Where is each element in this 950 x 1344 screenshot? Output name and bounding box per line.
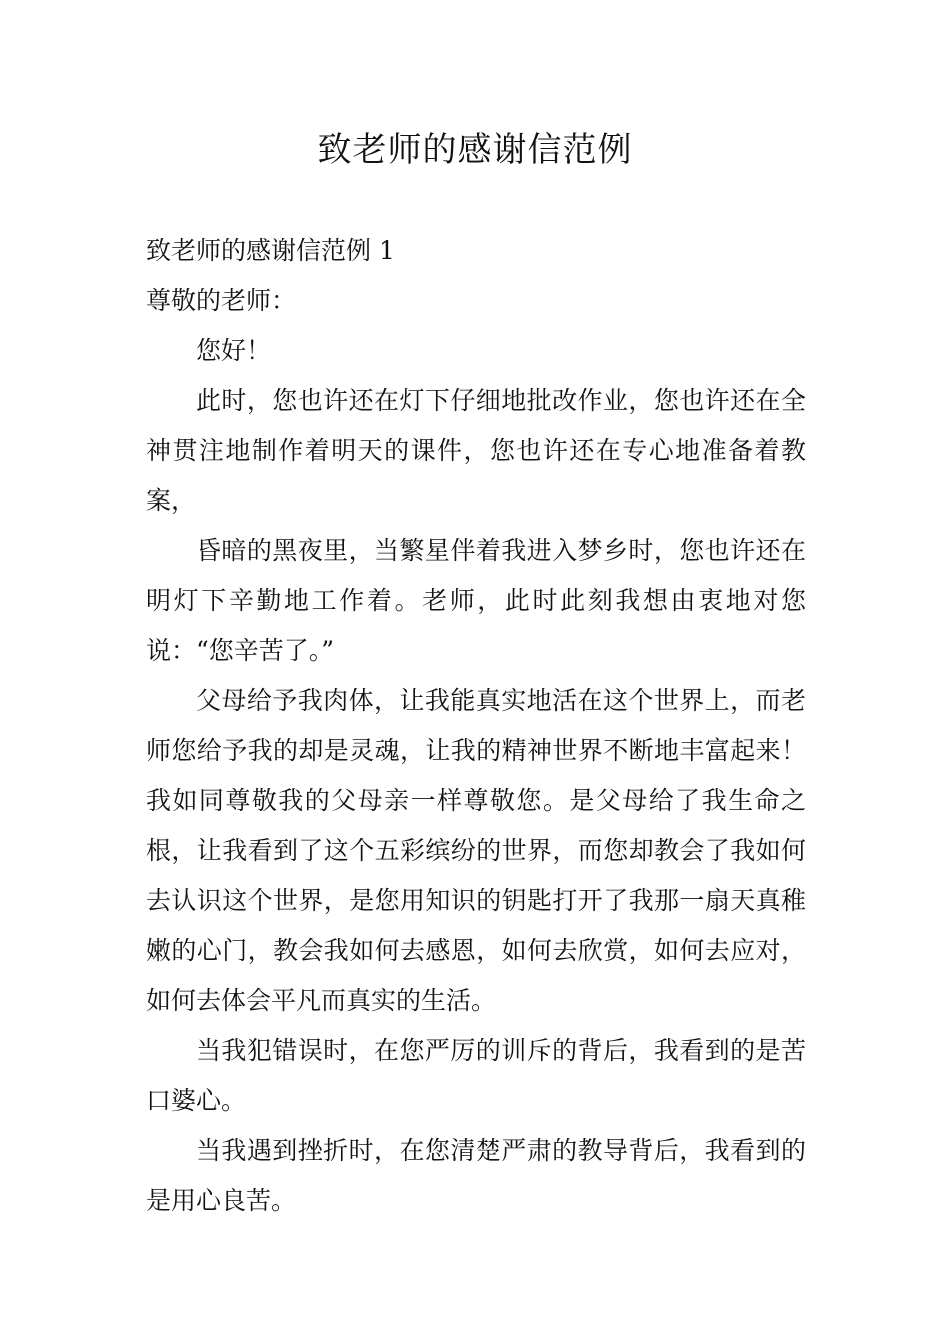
letter-body [146,326,806,1226]
paragraph-greeting: 您好！ [196,336,272,365]
paragraph: 此时，您也许还在灯下仔细地批改作业，您也许还在全神贯注地制作着明天的课件，您也许还在专心地准备着教案， [146,386,806,515]
salutation: 尊敬的老师： [146,286,297,315]
paragraph: 父母给予我肉体，让我能真实地活在这个世界上，而老师您给予我的却是灵魂，让我的精神世界不断地丰富起来！我如同尊敬我的父母亲一样尊敬您。是父母给了我生命之根，让我看到了这个五彩缤纷的世界，而您却教会了我如何去认识这个世界，是您用知识的钥匙打开了我那一扇天真稚嫩的心门，教会我如何去感恩，如何去欣赏，如何去应对，如何去体会平凡而真实的生活。 [146,686,806,1015]
section-heading: 致老师的感谢信范例 1 [146,236,395,265]
paragraph: 昏暗的黑夜里，当繁星伴着我进入梦乡时，您也许还在明灯下辛勤地工作着。老师，此时此刻我想由衷地对您说：“您辛苦了。” [146,536,806,665]
paragraph: 当我犯错误时，在您严厉的训斥的背后，我看到的是苦口婆心。 [146,1036,806,1115]
page-title: 致老师的感谢信范例 [317,130,633,170]
paragraph: 当我遇到挫折时，在您清楚严肃的教导背后，我看到的是用心良苦。 [146,1136,806,1215]
